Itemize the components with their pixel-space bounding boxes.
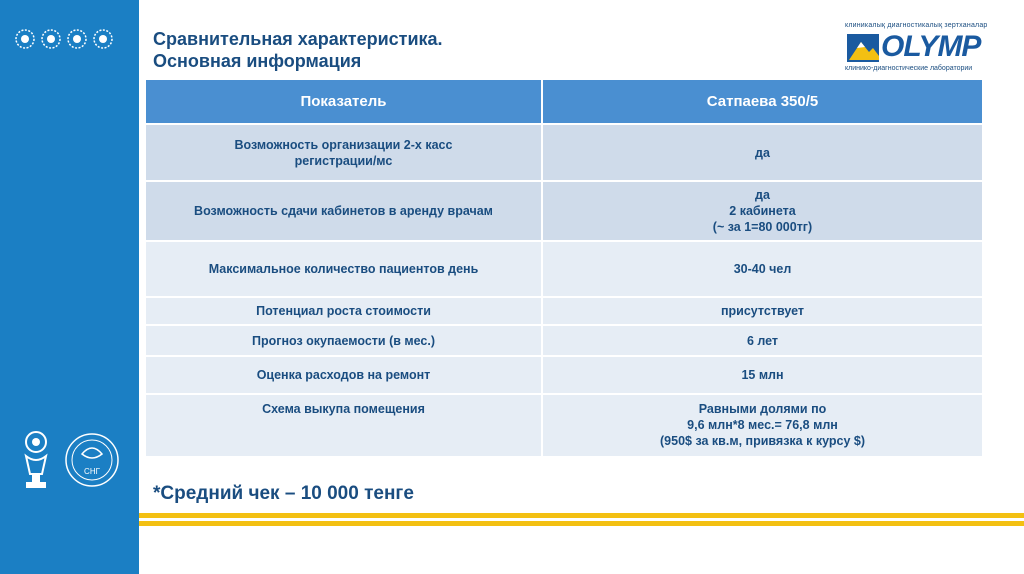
award-trophy-icon <box>18 430 54 492</box>
header-indicator: Показатель <box>146 80 542 124</box>
title-line-1: Сравнительная характеристика. <box>153 29 443 49</box>
table-row <box>146 394 982 456</box>
comparison-table <box>146 80 982 456</box>
accent-line-2 <box>139 521 1024 526</box>
table-row <box>146 241 982 297</box>
star-emblem-icon <box>66 28 88 50</box>
table-header-row <box>146 80 982 124</box>
mountain-logo-icon <box>847 32 879 62</box>
row-value: 15 млн <box>542 356 982 394</box>
cis-emblem-icon <box>64 432 120 488</box>
table-row <box>146 181 982 241</box>
row-value: да 2 кабинета (~ за 1=80 000тг) <box>542 181 982 241</box>
logo-bottom-text: клинико-диагностические лаборатории <box>845 65 973 72</box>
left-sidebar <box>0 0 139 574</box>
header-location: Сатпаева 350/5 <box>542 80 982 124</box>
row-value: да <box>542 124 982 181</box>
row-value: Равными долями по 9,6 млн*8 мес.= 76,8 млн (950$ за кв.м, привязка к курсу $) <box>542 394 982 456</box>
emblem-row <box>14 28 114 50</box>
table-row <box>146 325 982 356</box>
table-row <box>146 124 982 181</box>
row-value: 6 лет <box>542 325 982 356</box>
table-row <box>146 297 982 325</box>
table-row <box>146 356 982 394</box>
average-check-note: *Средний чек – 10 000 тенге <box>153 483 414 504</box>
olymp-logo <box>845 22 995 74</box>
row-value: присутствует <box>542 297 982 325</box>
row-label: Максимальное количество пациентов день <box>146 241 542 297</box>
row-label: Возможность сдачи кабинетов в аренду врачам <box>146 181 542 241</box>
title-line-2: Основная информация <box>153 51 362 71</box>
row-label: Схема выкупа помещения <box>146 394 542 456</box>
star-emblem-icon <box>40 28 62 50</box>
row-label: Оценка расходов на ремонт <box>146 356 542 394</box>
cis-label: СНГ <box>84 467 100 476</box>
accent-line <box>139 513 1024 518</box>
row-label: Потенциал роста стоимости <box>146 297 542 325</box>
star-emblem-icon <box>14 28 36 50</box>
row-label: Возможность организации 2-х касс регистрации/мс <box>146 124 542 181</box>
page-title <box>153 28 443 72</box>
logo-wordmark: OLYMP <box>881 30 981 63</box>
star-emblem-icon <box>92 28 114 50</box>
row-value: 30-40 чел <box>542 241 982 297</box>
row-label: Прогноз окупаемости (в мес.) <box>146 325 542 356</box>
logo-top-text: клиникалық диагностикалық зертханалар <box>845 22 988 29</box>
